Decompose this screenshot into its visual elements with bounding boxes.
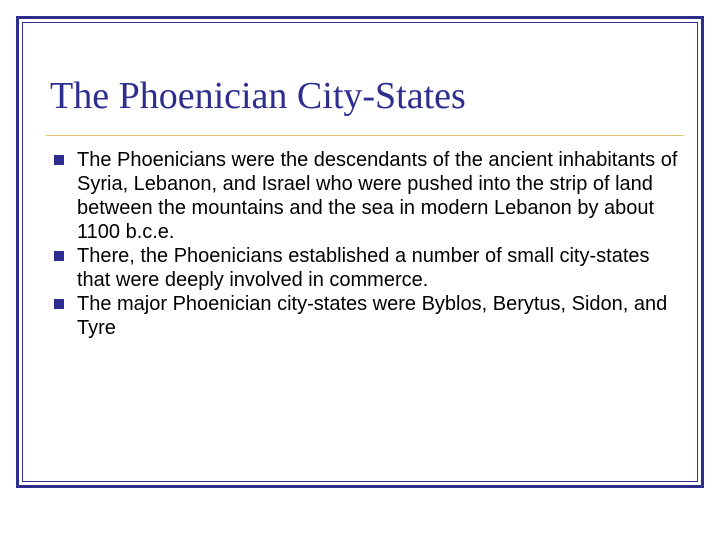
title-divider (46, 135, 684, 136)
bullet-text: The major Phoenician city-states were Byblos, Berytus, Sidon, and Tyre (77, 293, 668, 339)
bullet-text: There, the Phoenicians established a number of small city-states that were deeply involved in commerce. (77, 245, 650, 291)
bullet-item (52, 244, 688, 292)
slide-title: The Phoenician City-States (50, 75, 466, 117)
square-bullet-icon (54, 251, 64, 261)
bullet-item (52, 148, 688, 244)
bullet-list (52, 148, 688, 340)
bullet-text: The Phoenicians were the descendants of the ancient inhabitants of Syria, Lebanon, and Israel who were pushed into the strip of land between the mountains and the sea in modern Lebanon by about 1100 b.c.e. (77, 149, 678, 243)
square-bullet-icon (54, 299, 64, 309)
bullet-item (52, 292, 688, 340)
square-bullet-icon (54, 155, 64, 165)
